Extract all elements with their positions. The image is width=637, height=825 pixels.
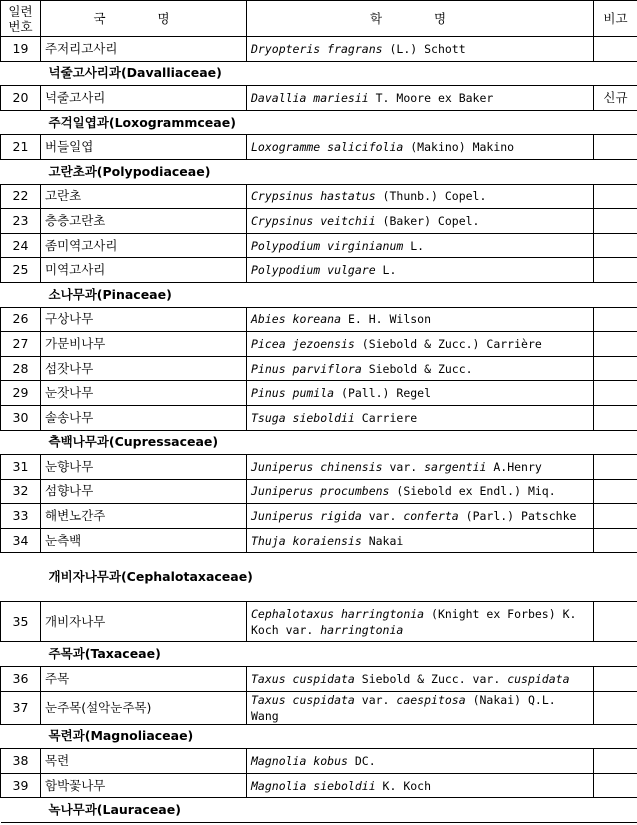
korean-name: 좀미역고사리	[41, 233, 247, 258]
serial-number: 28	[1, 356, 41, 381]
note	[594, 528, 637, 553]
scientific-name-author: L.	[375, 263, 397, 278]
scientific-name	[247, 528, 594, 553]
scientific-name-author: (Knight ex Forbes) K. Koch var.	[251, 606, 584, 637]
scientific-name	[247, 773, 594, 798]
table-row	[1, 773, 637, 798]
scientific-name-author: var.	[354, 692, 397, 707]
family-row	[1, 61, 637, 86]
scientific-name-author: E. H. Wilson	[341, 312, 432, 327]
scientific-name-author: Carriere	[354, 410, 418, 425]
scientific-name-author: var.	[361, 509, 404, 524]
scientific-name-author: (Pall.) Regel	[334, 386, 432, 401]
korean-name: 개비자나무	[41, 602, 247, 642]
table-row	[1, 233, 637, 258]
scientific-name	[247, 233, 594, 258]
scientific-name-author: Siebold & Zucc. var.	[354, 671, 508, 686]
korean-name: 주저리고사리	[41, 37, 247, 62]
note	[594, 184, 637, 209]
scientific-name-author: (Thunb.) Copel.	[375, 189, 487, 204]
scientific-name	[247, 667, 594, 692]
family-label: 측백나무과(Cupressaceae)	[1, 430, 637, 455]
header-scientific-name: 학 명	[247, 1, 594, 37]
scientific-name-italic: sargentii	[424, 459, 487, 474]
note	[594, 135, 637, 160]
serial-number: 34	[1, 528, 41, 553]
scientific-name	[247, 749, 594, 774]
note: 신규	[594, 86, 637, 111]
table-row	[1, 691, 637, 724]
scientific-name	[247, 691, 594, 724]
scientific-name-italic: Crypsinus hastatus	[251, 189, 376, 204]
korean-name: 넉줄고사리	[41, 86, 247, 111]
scientific-name-italic: Juniperus chinensis	[251, 459, 383, 474]
korean-name: 해변노간주	[41, 504, 247, 529]
family-label: 넉줄고사리과(Davalliaceae)	[1, 61, 637, 86]
table-row	[1, 749, 637, 774]
scientific-name-italic: harringtonia	[320, 622, 404, 637]
scientific-name-italic: caespitosa	[396, 692, 466, 707]
note	[594, 504, 637, 529]
scientific-name	[247, 332, 594, 357]
table-row	[1, 184, 637, 209]
korean-name: 눈향나무	[41, 455, 247, 480]
korean-name: 섬잣나무	[41, 356, 247, 381]
scientific-name	[247, 86, 594, 111]
table-row	[1, 528, 637, 553]
family-row	[1, 430, 637, 455]
scientific-name-italic: Crypsinus veitchii	[251, 213, 376, 228]
table-row	[1, 258, 637, 283]
note	[594, 773, 637, 798]
serial-number: 30	[1, 405, 41, 430]
scientific-name	[247, 356, 594, 381]
korean-name: 가문비나무	[41, 332, 247, 357]
family-label: 소나무과(Pinaceae)	[1, 282, 637, 307]
serial-number: 36	[1, 667, 41, 692]
table-body	[1, 37, 637, 823]
scientific-name	[247, 307, 594, 332]
table-row	[1, 455, 637, 480]
scientific-name-author: L.	[403, 238, 425, 253]
serial-number: 37	[1, 691, 41, 724]
scientific-name-italic: Abies koreana	[251, 312, 342, 327]
scientific-name-author: K. Koch	[375, 778, 432, 793]
scientific-name	[247, 602, 594, 642]
scientific-name-italic: Juniperus rigida	[251, 509, 362, 524]
table-row	[1, 135, 637, 160]
scientific-name	[247, 258, 594, 283]
family-label: 녹나무과(Lauraceae)	[1, 798, 637, 823]
family-row	[1, 159, 637, 184]
table-row	[1, 381, 637, 406]
note	[594, 455, 637, 480]
family-row	[1, 642, 637, 667]
korean-name: 눈잣나무	[41, 381, 247, 406]
table-row	[1, 356, 637, 381]
serial-number: 21	[1, 135, 41, 160]
table-header-row	[1, 1, 637, 37]
note	[594, 667, 637, 692]
korean-name: 목련	[41, 749, 247, 774]
table-row	[1, 37, 637, 62]
family-row	[1, 553, 637, 602]
scientific-name-author: var.	[382, 459, 425, 474]
korean-name: 함박꽃나무	[41, 773, 247, 798]
header-korean-name: 국 명	[41, 1, 247, 37]
serial-number: 31	[1, 455, 41, 480]
scientific-name	[247, 455, 594, 480]
table-row	[1, 479, 637, 504]
scientific-name-italic: Taxus cuspidata	[251, 692, 355, 707]
korean-name: 층층고란초	[41, 209, 247, 234]
scientific-name	[247, 381, 594, 406]
serial-number: 26	[1, 307, 41, 332]
family-label: 개비자나무과(Cephalotaxaceae)	[1, 553, 637, 602]
table-row	[1, 307, 637, 332]
scientific-name-author: (Parl.) Patschke	[458, 509, 577, 524]
serial-number: 27	[1, 332, 41, 357]
note	[594, 209, 637, 234]
family-label: 목련과(Magnoliaceae)	[1, 724, 637, 749]
korean-name: 고란초	[41, 184, 247, 209]
family-label: 주걱일엽과(Loxogrammceae)	[1, 110, 637, 135]
table-row	[1, 602, 637, 642]
family-label: 고란초과(Polypodiaceae)	[1, 159, 637, 184]
scientific-name-author: A.Henry	[486, 459, 542, 474]
header-number: 일련 번호	[1, 1, 41, 37]
note	[594, 479, 637, 504]
scientific-name-italic: Juniperus procumbens	[251, 484, 390, 499]
scientific-name-italic: Davallia mariesii	[251, 90, 369, 105]
scientific-name-author: (Makino) Makino	[403, 140, 515, 155]
korean-name: 솔송나무	[41, 405, 247, 430]
korean-name: 구상나무	[41, 307, 247, 332]
serial-number: 25	[1, 258, 41, 283]
note	[594, 258, 637, 283]
family-row	[1, 724, 637, 749]
serial-number: 23	[1, 209, 41, 234]
korean-name: 주목	[41, 667, 247, 692]
serial-number: 39	[1, 773, 41, 798]
header-note: 비고	[594, 1, 637, 37]
scientific-name-italic: Magnolia sieboldii	[251, 778, 376, 793]
family-row	[1, 110, 637, 135]
family-row	[1, 282, 637, 307]
scientific-name-author: Nakai	[361, 533, 404, 548]
scientific-name-italic: Pinus pumila	[251, 386, 335, 401]
scientific-name-italic: Taxus cuspidata	[251, 671, 355, 686]
scientific-name-italic: Tsuga sieboldii	[251, 410, 355, 425]
scientific-name-italic: Picea jezoensis	[251, 336, 355, 351]
serial-number: 33	[1, 504, 41, 529]
note	[594, 749, 637, 774]
scientific-name	[247, 504, 594, 529]
scientific-name-italic: Pinus parviflora	[251, 361, 362, 376]
serial-number: 19	[1, 37, 41, 62]
note	[594, 691, 637, 724]
korean-name: 눈주목(설악눈주목)	[41, 691, 247, 724]
scientific-name	[247, 37, 594, 62]
note	[594, 233, 637, 258]
scientific-name-italic: Loxogramme salicifolia	[251, 140, 404, 155]
serial-number: 29	[1, 381, 41, 406]
scientific-name	[247, 184, 594, 209]
note	[594, 405, 637, 430]
serial-number: 22	[1, 184, 41, 209]
scientific-name	[247, 209, 594, 234]
scientific-name	[247, 479, 594, 504]
scientific-name-author: Siebold & Zucc.	[361, 361, 473, 376]
note	[594, 381, 637, 406]
scientific-name-author: DC.	[347, 754, 376, 769]
scientific-name-author: (Siebold ex Endl.) Miq.	[389, 484, 556, 499]
note	[594, 307, 637, 332]
scientific-name	[247, 405, 594, 430]
scientific-name-author: (Baker) Copel.	[375, 213, 480, 228]
scientific-name-italic: Magnolia kobus	[251, 754, 348, 769]
note	[594, 356, 637, 381]
table-row	[1, 504, 637, 529]
scientific-name-italic: conferta	[403, 509, 459, 524]
korean-name: 버들일엽	[41, 135, 247, 160]
note	[594, 332, 637, 357]
scientific-name-italic: Cephalotaxus harringtonia	[251, 606, 425, 621]
scientific-name	[247, 135, 594, 160]
scientific-name-author: (Siebold & Zucc.) Carrière	[354, 336, 542, 351]
note	[594, 37, 637, 62]
scientific-name-author: (Nakai) Q.L. Wang	[251, 692, 563, 723]
scientific-name-italic: Polypodium vulgare	[251, 263, 376, 278]
serial-number: 20	[1, 86, 41, 111]
serial-number: 35	[1, 602, 41, 642]
serial-number: 32	[1, 479, 41, 504]
table-row	[1, 86, 637, 111]
serial-number: 38	[1, 749, 41, 774]
table-row	[1, 209, 637, 234]
scientific-name-italic: cuspidata	[507, 671, 570, 686]
scientific-name-italic: Dryopteris fragrans	[251, 41, 383, 56]
family-label: 주목과(Taxaceae)	[1, 642, 637, 667]
table-row	[1, 667, 637, 692]
family-row	[1, 798, 637, 823]
korean-name: 미역고사리	[41, 258, 247, 283]
serial-number: 24	[1, 233, 41, 258]
scientific-name-author: (L.) Schott	[382, 41, 466, 56]
korean-name: 눈측백	[41, 528, 247, 553]
table-row	[1, 405, 637, 430]
table-row	[1, 332, 637, 357]
korean-name: 섬향나무	[41, 479, 247, 504]
note	[594, 602, 637, 642]
scientific-name-italic: Polypodium virginianum	[251, 238, 404, 253]
scientific-name-author: T. Moore ex Baker	[368, 90, 494, 105]
scientific-name-italic: Thuja koraiensis	[251, 533, 362, 548]
